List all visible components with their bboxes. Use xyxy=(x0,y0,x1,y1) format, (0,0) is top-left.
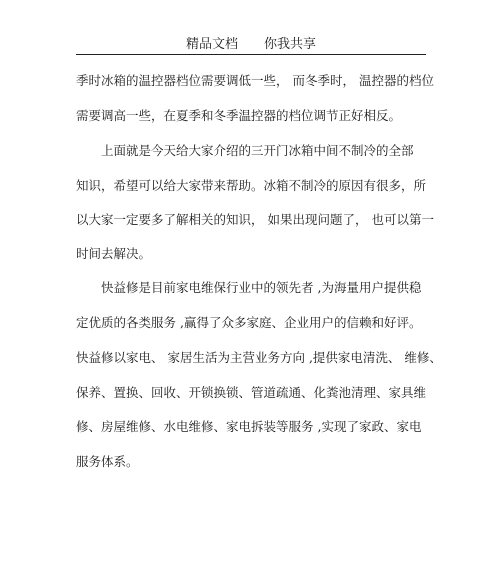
page-header xyxy=(76,36,426,55)
body-line: 时间去解决。 xyxy=(76,246,152,261)
header-right-text: 你我共享 xyxy=(264,37,317,52)
header-left-text: 精品文档 xyxy=(185,37,238,52)
body-line: 需要调高一些，在夏季和冬季温控器的档位调节正好相反。 xyxy=(76,108,402,123)
body-line: 保养、置换、回收、开锁换锁、管道疏通、化粪池清理、家具维 xyxy=(76,385,427,400)
paragraph-start-line: 快益修是目前家电维保行业中的领先者 ,为海量用户提供稳 xyxy=(101,280,422,295)
body-line: 快益修以家电、 家居生活为主营业务方向 ,提供家电清洗、 维修、 xyxy=(76,350,442,365)
body-line: 修、房屋维修、水电维修、家电拆装等服务 ,实现了家政、家电 xyxy=(76,419,422,434)
body-line: 定优质的各类服务 ,赢得了众多家庭、企业用户的信赖和好评。 xyxy=(76,315,422,330)
body-line: 知识，希望可以给大家带来帮助。冰箱不制冷的原因有很多，所 xyxy=(76,178,427,193)
body-line: 服务体系。 xyxy=(76,454,139,469)
paragraph-start-line: 上面就是今天给大家介绍的三开门冰箱中间不制冷的全部 xyxy=(101,143,414,158)
body-line: 季时冰箱的温控器档位需要调低一些， 而冬季时， 温控器的档位 xyxy=(76,73,434,88)
body-line: 以大家一定要多了解相关的知识， 如果出现问题了， 也可以第一 xyxy=(76,212,434,227)
